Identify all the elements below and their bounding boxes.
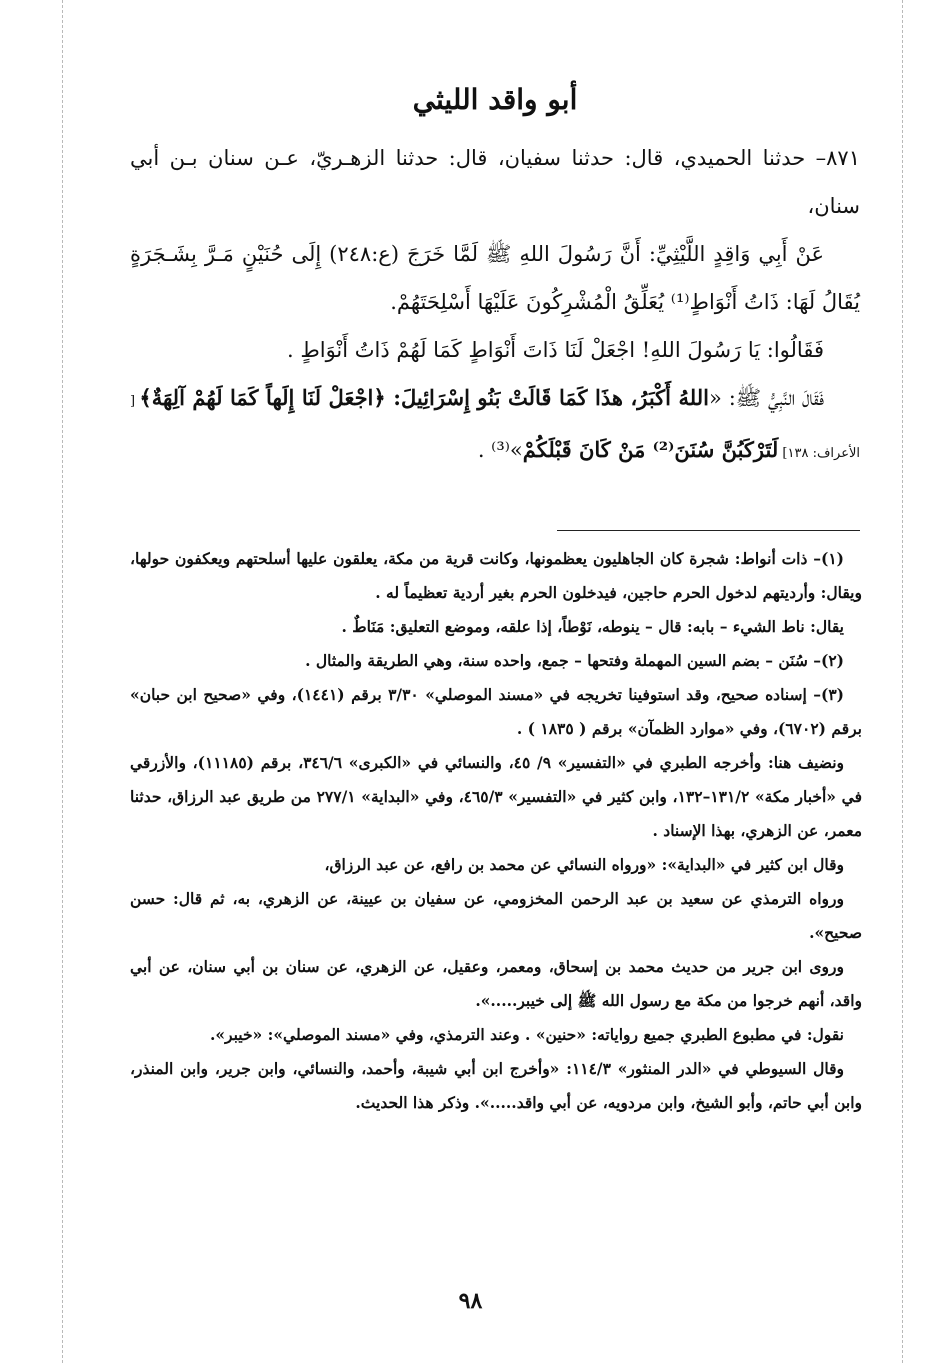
hadith-isnad: ٨٧١– حدثنا الحميدي، قال: حدثنا سفيان، قال: حدثنا الزهـريّ، عـن سنان بـن أبي سنان، xyxy=(130,146,860,218)
page-number: ٩٨ xyxy=(458,1288,483,1314)
hadith-matn-1: عَنْ أَبِي وَاقِدٍ اللَّيْثِيِّ: أَنَّ رَسُولَ اللهِ ﷺ لَمَّا خَرَجَ (ع:٢٤٨) إِلَى حُنَيْنٍ مَـرَّ بِشَـجَرَةٍ يُقَالُ لَهَا: ذَاتُ أَنْوَاطٍ⁽¹⁾ يُعَلِّقُ الْمُشْرِكُونَ عَلَيْهَا أَسْلِحَتَهُمْ. xyxy=(130,242,860,314)
margin-guide-right xyxy=(902,0,903,1363)
footnote: وقال السيوطي في «الدر المنثور» ١١٤/٣: «وأخرج ابن أبي شيبة، وأحمد، والنسائي، وابن جرير، وابن المنذر، وابن أبي حاتم، وأبو الشيخ، وابن مردويه، عن أبي واقد.....». وذكر هذا الحديث. xyxy=(130,1059,862,1112)
hadith-matn-2: فَقَالُوا: يَا رَسُولَ اللهِ! اجْعَلْ لَنَا ذَاتَ أَنْوَاطٍ كَمَا لَهُمْ ذَاتُ أَنْوَاطٍ . xyxy=(286,338,824,362)
quran-reference: [ الأعراف: ١٣٨] xyxy=(130,394,860,461)
footnote: وقال ابن كثير في «البداية»: «ورواه النسائي عن محمد بن رافع، عن عبد الرزاق، xyxy=(324,855,844,874)
footnote: (٣)– إسناده صحيح، وقد استوفينا تخريجه في «مسند الموصلي» ٣/٣٠ برقم (١٤٤١)، وفي «صحيح ابن حبان» برقم (٦٧٠٢)، وفي «موارد الظمآن» برقم ( ١٨٣٥ ) . xyxy=(130,685,862,738)
footnote-divider xyxy=(557,530,860,531)
hadith-matn-3 xyxy=(130,374,860,478)
footnote: (٢)– سُنَن – بضم السين المهملة وفتحها – جمع، واحده سنة، وهي الطريقة والمثال . xyxy=(305,651,844,670)
hadith-matn-3-end: لَتَرْكَبُنَّ سُنَنَ⁽²⁾ مَنْ كَانَ قَبْلَكُمْ xyxy=(522,437,779,462)
footnote: (١)– ذات أنواط: شجرة كان الجاهليون يعظمونها، وكانت قرية من مكة، يعلقون عليها أسلحتهم ويعكفون حولها، ويقال: وأرديتهم لدخول الحرم حاجين، فيدخلون الحرم بغير أردية تعظيماً له . xyxy=(130,549,862,602)
hadith-block xyxy=(130,134,860,478)
footnote: نقول: في مطبوع الطبري جميع رواياته: «حنين» . وعند الترمذي، وفي «مسند الموصلي»: «خيبر». xyxy=(209,1025,844,1044)
main-text xyxy=(130,70,860,478)
footnote: وروى ابن جرير من حديث محمد بن إسحاق، ومعمر، وعقيل، عن الزهري، عن سنان بن أبي سنان، عن أبي واقد، أنهم خرجوا من مكة مع رسول الله ﷺ إلى خيبر.....». xyxy=(130,957,862,1010)
hadith-matn-3-intro: فَقَالَ النَّبِيُّ ﷺ: « xyxy=(708,386,824,410)
hadith-quote: اللهُ أَكْبَرُ، هذَا كَمَا قَالَتْ بَنُو إِسْرَائِيلَ: ﴿اجْعَلْ لَنَا إِلَهاً كَمَا لَهُمْ آلِهَةٌ﴾ xyxy=(139,385,709,410)
margin-guide-left xyxy=(62,0,63,1363)
footnote: ورواه الترمذي عن سعيد بن عبد الرحمن المخزومي، عن سفيان بن عيينة، عن الزهري، به، ثم قال: حسن صحيح». xyxy=(130,889,862,942)
page-title: أبو واقد الليثي xyxy=(412,83,578,116)
footnote: يقال: ناط الشيء – بابه: قال – ينوطه، نَوْطاً، إذا علقه، وموضع التعليق: مَنَاطٌ . xyxy=(341,617,844,636)
footnotes xyxy=(130,542,862,1120)
footnote: ونضيف هنا: وأخرجه الطبري في «التفسير» ٩/ ٤٥، والنسائي في «الكبرى» ٣٤٦/٦، برقم (١١١٨٥)، والأزرقي في «أخبار مكة» ١٣١/٢–١٣٢، وابن كثير في «التفسير» ٤٦٥/٣، وفي «البداية» ٢٧٧/١ من طريق عبد الرزاق، حدثنا معمر، عن الزهري، بهذا الإسناد . xyxy=(130,753,863,840)
hadith-matn-3-close: »⁽³⁾ . xyxy=(477,438,523,462)
